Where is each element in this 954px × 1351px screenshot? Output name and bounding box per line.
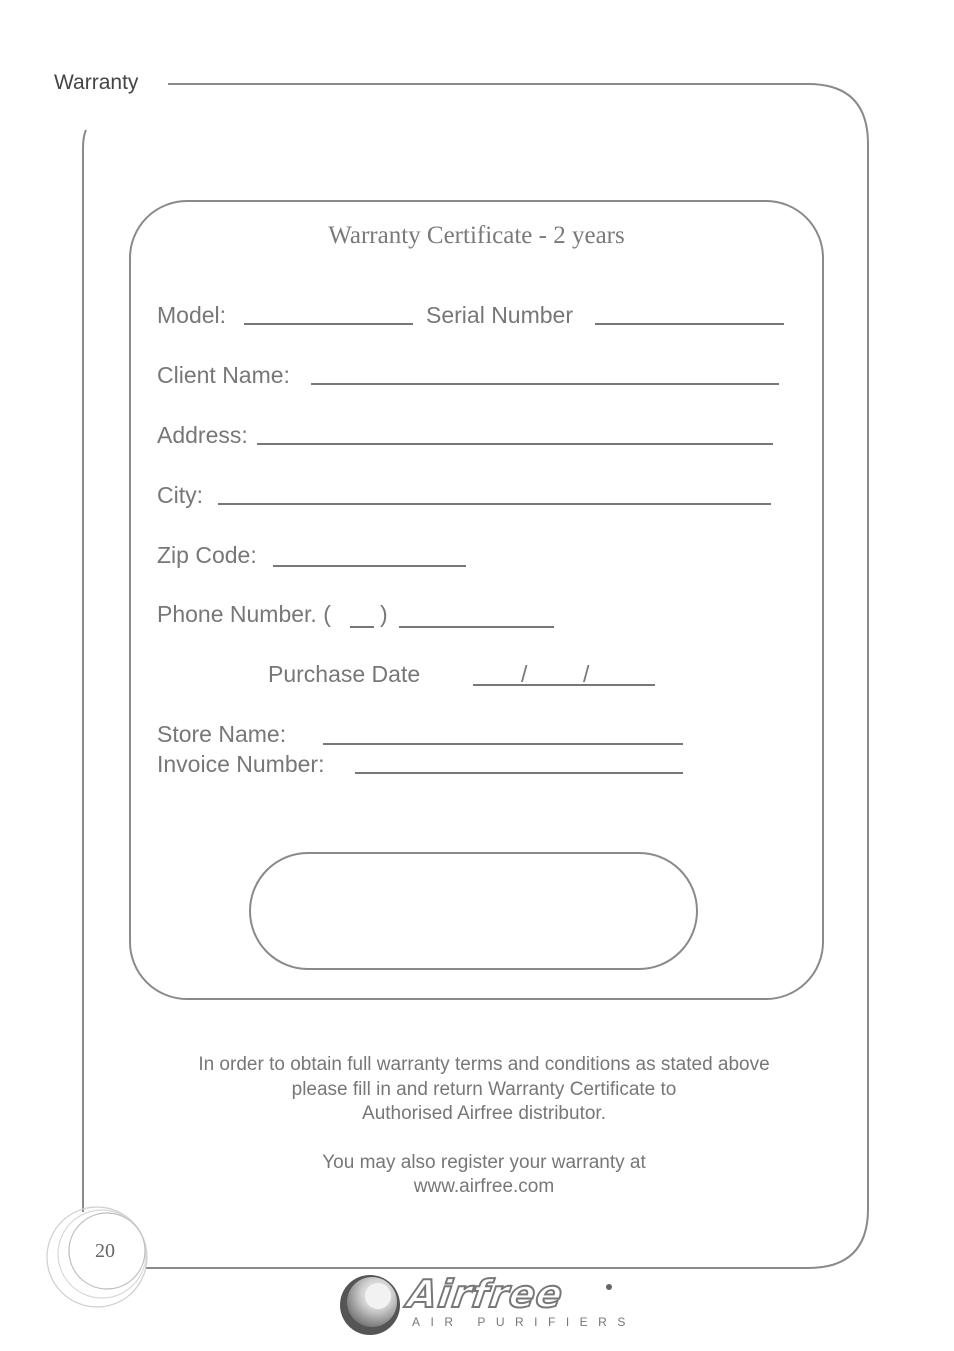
zip-code-field[interactable] — [273, 565, 466, 567]
invoice-number-label: Invoice Number: — [157, 751, 325, 777]
phone-number-field[interactable] — [399, 626, 554, 628]
notice-line: You may also register your warranty at — [322, 1151, 646, 1173]
city-label: City: — [157, 482, 203, 508]
phone-close-paren: ) — [380, 601, 388, 627]
serial-number-label: Serial Number — [426, 302, 573, 328]
notice-line: In order to obtain full warranty terms and conditions as stated above — [198, 1054, 770, 1075]
model-field[interactable] — [244, 323, 413, 325]
purchase-date-field[interactable] — [473, 684, 655, 686]
stamp-box[interactable] — [249, 852, 698, 970]
model-label: Model: — [157, 302, 227, 328]
airfree-brand — [404, 1272, 636, 1329]
page-number: 20 — [95, 1240, 115, 1262]
brand-name: Airfree — [404, 1272, 567, 1316]
phone-number-label: Phone Number. ( — [157, 601, 331, 627]
certificate-title: Warranty Certificate - 2 years — [328, 222, 625, 249]
brand-tagline: AIR PURIFIERS — [412, 1315, 636, 1329]
warranty-notice — [130, 1053, 838, 1200]
section-label: Warranty — [54, 71, 139, 94]
store-name-field[interactable] — [323, 743, 683, 745]
purchase-date-label: Purchase Date — [268, 661, 421, 687]
client-name-field[interactable] — [311, 383, 779, 385]
notice-line: please fill in and return Warranty Certificate to — [291, 1078, 677, 1100]
client-name-label: Client Name: — [157, 362, 290, 388]
city-field[interactable] — [218, 503, 771, 505]
date-separator: / — [521, 661, 528, 687]
store-name-label: Store Name: — [157, 721, 287, 747]
registered-mark-icon — [606, 1284, 612, 1290]
notice-line: Authorised Airfree distributor. — [362, 1103, 606, 1124]
phone-area-code-field[interactable] — [350, 626, 374, 628]
website-link[interactable]: www.airfree.com — [413, 1176, 555, 1197]
invoice-number-field[interactable] — [355, 772, 683, 774]
date-separator: / — [583, 661, 590, 687]
zip-code-label: Zip Code: — [157, 542, 257, 568]
address-field[interactable] — [257, 443, 773, 445]
address-label: Address: — [157, 422, 248, 448]
serial-number-field[interactable] — [595, 323, 784, 325]
airfree-logo-icon — [337, 1272, 403, 1338]
